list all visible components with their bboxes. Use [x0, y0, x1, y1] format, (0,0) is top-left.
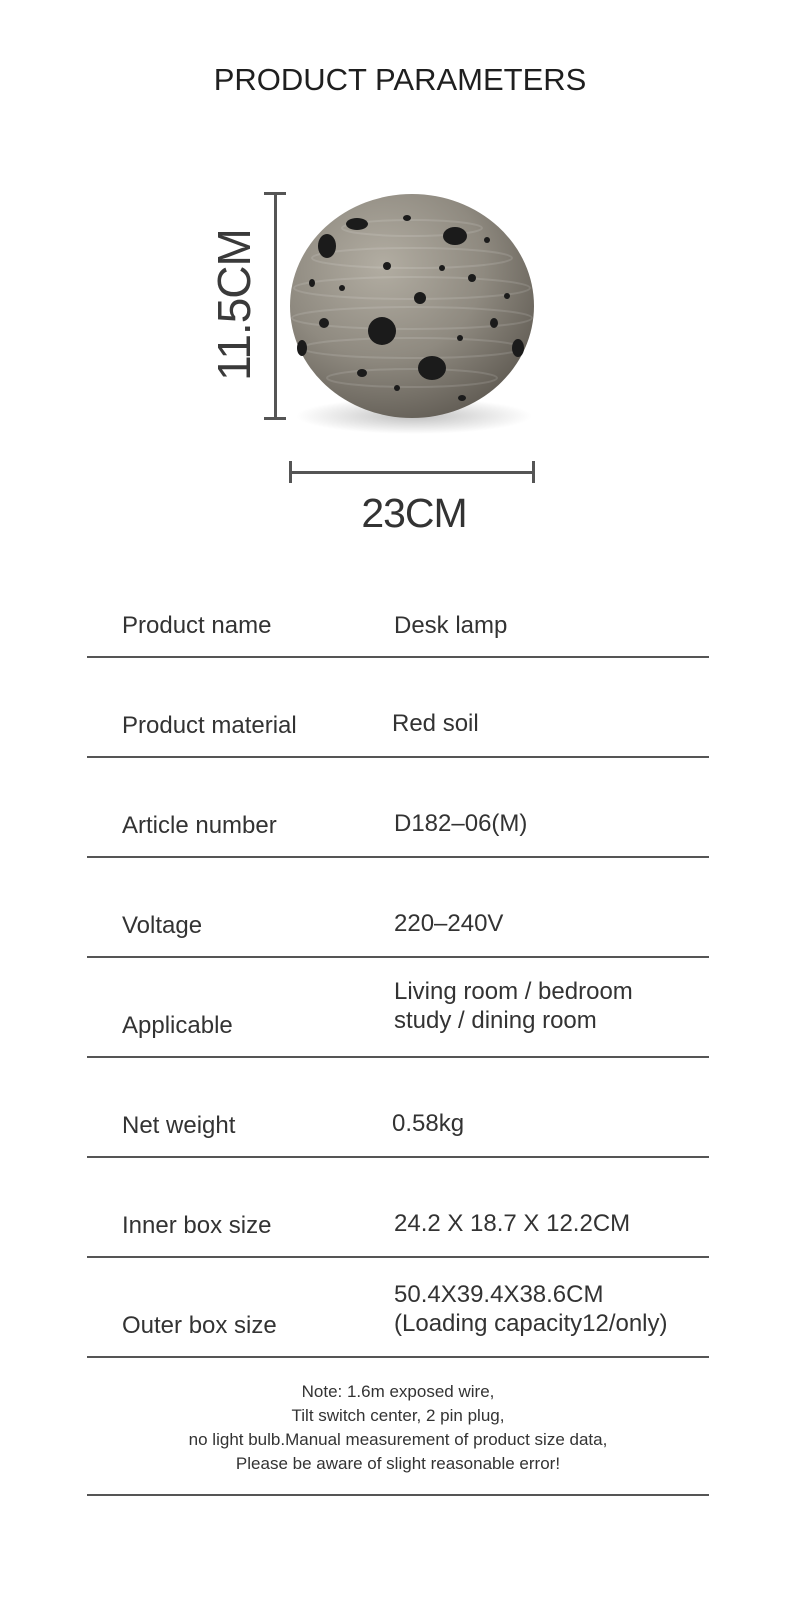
- spec-row: [87, 580, 709, 658]
- spec-row: [87, 1158, 709, 1258]
- note-line: Please be aware of slight reasonable error!: [235, 1454, 561, 1473]
- spec-value: D182–06(M): [394, 810, 528, 837]
- spec-row: [87, 1058, 709, 1158]
- note-line: Tilt switch center, 2 pin plug,: [291, 1406, 505, 1425]
- note-line: Note: 1.6m exposed wire,: [301, 1382, 495, 1401]
- height-bar: [274, 193, 277, 419]
- width-bar: [290, 471, 534, 474]
- spec-value: Living room / bedroom study / dining room: [394, 978, 633, 1034]
- product-figure: [200, 180, 620, 540]
- spec-row: [87, 1258, 709, 1358]
- spec-label: Inner box size: [122, 1212, 272, 1239]
- spec-row: [87, 658, 709, 758]
- spec-label: Applicable: [122, 1012, 233, 1039]
- spec-row: [87, 958, 709, 1058]
- divider: [87, 1494, 709, 1496]
- height-label: 11.5CM: [208, 229, 260, 381]
- spec-label: Product name: [122, 612, 272, 639]
- spec-label: Outer box size: [122, 1312, 277, 1339]
- width-bar-cap-right: [532, 461, 535, 483]
- spec-row: [87, 758, 709, 858]
- spec-value: Desk lamp: [394, 612, 508, 639]
- spec-table: [87, 580, 709, 1358]
- width-label: 23CM: [361, 490, 467, 536]
- spec-value: 50.4X39.4X38.6CM (Loading capacity12/only): [394, 1281, 668, 1337]
- spec-label: Net weight: [122, 1112, 236, 1139]
- spec-label: Article number: [122, 812, 277, 839]
- spec-value: 0.58kg: [392, 1110, 465, 1137]
- spec-label: Product material: [122, 712, 297, 739]
- spec-label: Voltage: [122, 912, 203, 939]
- spec-row: [87, 858, 709, 958]
- lamp-image: [282, 188, 542, 438]
- spec-value: 220–240V: [394, 910, 504, 937]
- note-text: [87, 1380, 709, 1476]
- spec-value: Red soil: [392, 710, 479, 737]
- note-line: no light bulb.Manual measurement of product size data,: [188, 1430, 608, 1449]
- page-title: PRODUCT PARAMETERS: [213, 62, 587, 97]
- spec-value: 24.2 X 18.7 X 12.2CM: [394, 1210, 631, 1237]
